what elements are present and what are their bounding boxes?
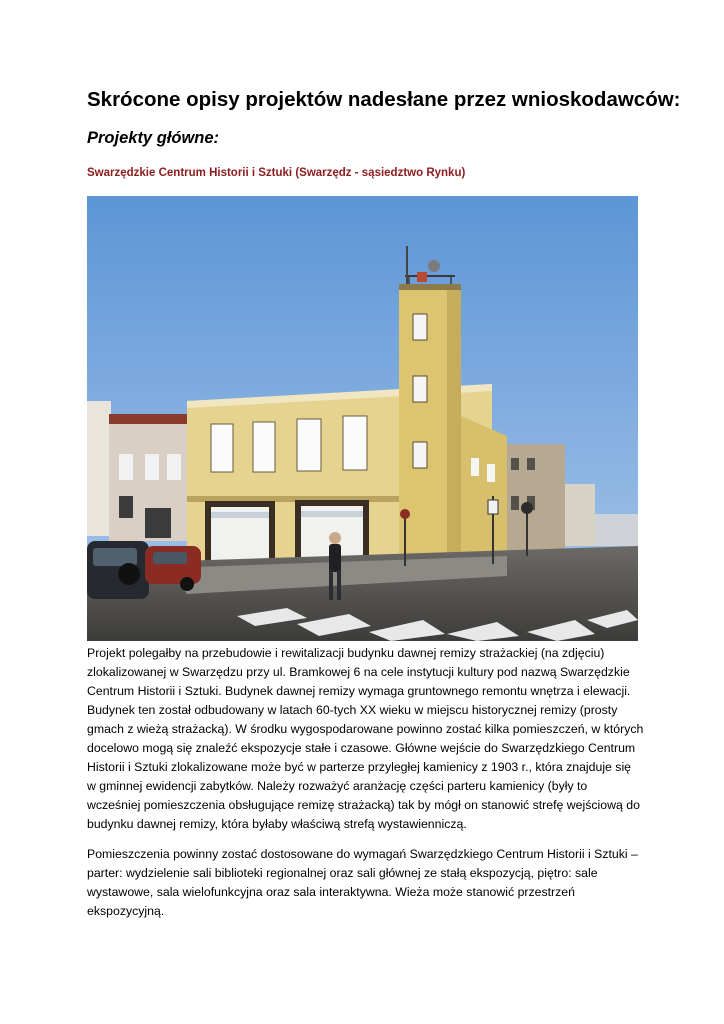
paragraph-line: ekspozycyjną. xyxy=(87,904,165,918)
paragraph-line: Budynek ten został odbudowany w latach 60-tych XX wieku w miejscu historycznej remizy (prosty xyxy=(87,703,618,717)
document-title: Skrócone opisy projektów nadesłane przez wnioskodawców: xyxy=(87,88,681,111)
paragraph-line: w gminnej ewidencji zabytków. Należy rozważyć aranżację części parteru kamienicy (były to xyxy=(87,779,588,793)
project-description-paragraph xyxy=(87,644,647,834)
paragraph-line: parter: wydzielenie sali biblioteki regionalnej oraz sali głównej ze stałą ekspozycją, piętro: sale xyxy=(87,866,598,880)
paragraph-line: budynku dawnej remizy, która byłaby właściwą strefą wystawienniczą. xyxy=(87,817,467,831)
paragraph-line: gmach z wieżą strażacką). W środku wygospodarowane powinno zostać kilka pomieszczeń, w których xyxy=(87,722,644,736)
project-heading: Swarzędzkie Centrum Historii i Sztuki (Swarzędz - sąsiedztwo Rynku) xyxy=(87,167,466,179)
paragraph-line: wcześniej pomieszczenia obsługujące remizę strażacką) tak by mógł on stanowić strefę wejściową do xyxy=(87,798,640,812)
paragraph-line: wystawowe, sala wielofunkcyjna oraz sala interaktywna. Wieża może stanowić przestrzeń xyxy=(87,885,575,899)
paragraph-line: Centrum Historii i Sztuki. Budynek dawnej remizy wymaga gruntownego remontu wnętrza i elewacji. xyxy=(87,684,631,698)
paragraph-line: docelowo mogą się znaleźć ekspozycje stałe i czasowe. Główne wejście do Swarzędzkiego Centrum xyxy=(87,741,636,755)
paragraph-line: Pomieszczenia powinny zostać dostosowane do wymagań Swarzędzkiego Centrum Historii i Sztuki – xyxy=(87,847,638,861)
section-subtitle: Projekty główne: xyxy=(87,129,220,147)
rooms-requirements-paragraph xyxy=(87,845,647,921)
paragraph-line: Historii i Sztuki zlokalizowane może być w parterze przyległej kamienicy z 1903 r., która znajduje się xyxy=(87,760,632,774)
paragraph-line: zlokalizowanej w Swarzędzu przy ul. Bramkowej 6 na cele instytucji kultury pod nazwą Swarzędzkie xyxy=(87,665,630,679)
fire-station-photo xyxy=(87,196,638,641)
paragraph-line: Projekt polegałby na przebudowie i rewitalizacji budynku dawnej remizy strażackiej (na zdjęciu) xyxy=(87,646,605,660)
